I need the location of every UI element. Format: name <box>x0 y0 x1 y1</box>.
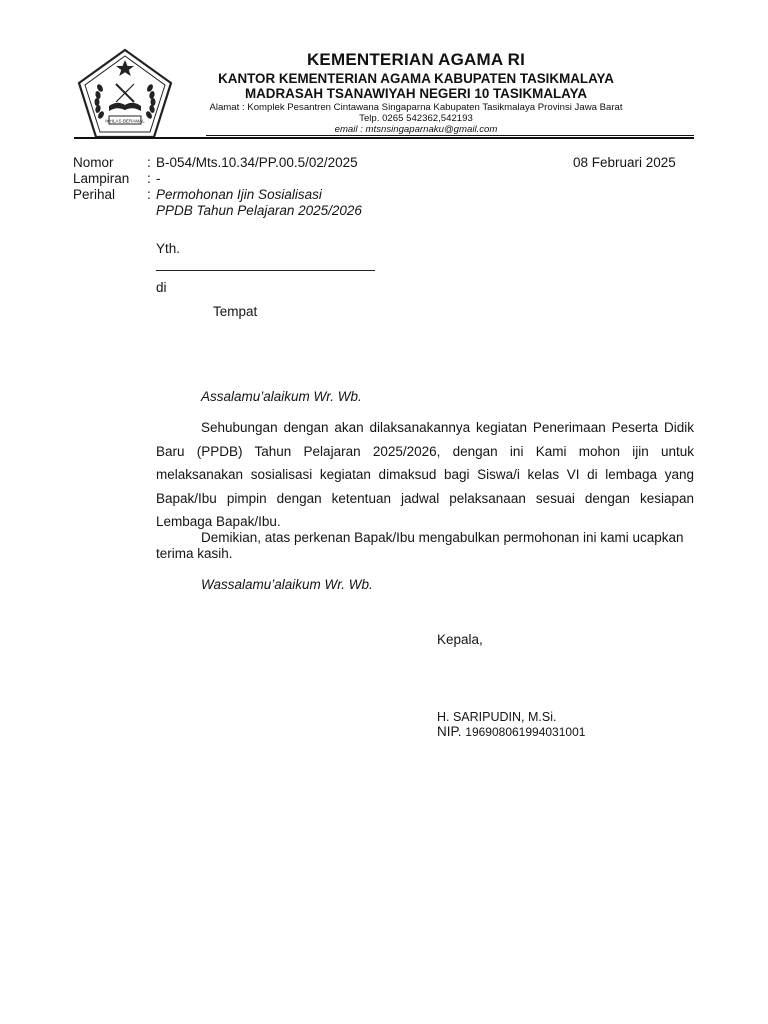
signature-title: Kepala, <box>437 632 483 647</box>
svg-text:IKHLAS BERAMAL: IKHLAS BERAMAL <box>105 118 145 124</box>
lampiran-label: Lampiran <box>73 171 130 186</box>
nip-label: NIP. <box>437 724 462 739</box>
letterhead-school: MADRASAH TSANAWIYAH NEGERI 10 TASIKMALAYA <box>244 86 587 101</box>
letterhead-address: Alamat : Komplek Pesantren Cintawana Singaparna Kabupaten Tasikmalaya Provinsi Jawa Barat <box>209 102 623 113</box>
nip-value: 196908061994031001 <box>465 725 586 739</box>
letterhead-divider <box>74 137 694 139</box>
perihal-colon: : <box>147 187 151 202</box>
nomor-value: B-054/Mts.10.34/PP.00.5/02/2025 <box>156 155 358 170</box>
recipient-tempat: Tempat <box>213 304 258 319</box>
body-paragraph-2: Demikian, atas perkenan Bapak/Ibu mengabulkan permohonan ini kami ucapkan terima kasih. <box>156 530 684 561</box>
signature-name: H. SARIPUDIN, M.Si. <box>437 710 557 724</box>
nomor-colon: : <box>147 155 151 170</box>
perihal-label: Perihal <box>73 187 116 202</box>
closing-greeting: Wassalamu’alaikum Wr. Wb. <box>201 577 373 592</box>
recipient-di: di <box>156 280 167 295</box>
perihal-value-line2: PPDB Tahun Pelajaran 2025/2026 <box>156 203 362 218</box>
letterhead-office: KANTOR KEMENTERIAN AGAMA KABUPATEN TASIKMALAYA <box>218 71 614 86</box>
letter-date: 08 Februari 2025 <box>573 155 676 170</box>
perihal-value-line1: Permohonan Ijin Sosialisasi <box>156 187 322 202</box>
letterhead-divider-thin <box>206 135 694 136</box>
body-paragraph-1: Sehubungan dengan akan dilaksanakannya kegiatan Penerimaan Peserta Didik Baru (PPDB) Tahun Pelajaran 2025/2026, dengan ini Kami mohon ijin untuk melaksanakan sosialisasi kegiatan dimaksud bagi Siswa/i kelas VI di lembaga yang Bapak/Ibu pimpin dengan ketentuan jadwal pelaksanaan sesuai dengan kesiapan Lembaga Bapak/Ibu. <box>156 420 694 530</box>
letterhead-ministry: KEMENTERIAN AGAMA RI <box>306 50 526 69</box>
signature-nip <box>437 724 585 740</box>
letterhead-email: email : mtsnsingaparnaku@gmail.com <box>334 124 498 135</box>
lampiran-colon: : <box>147 171 151 186</box>
greeting: Assalamu’alaikum Wr. Wb. <box>201 389 362 404</box>
nomor-label: Nomor <box>73 155 114 170</box>
recipient-yth: Yth. <box>156 241 181 256</box>
letterhead-phone: Telp. 0265 542362,542193 <box>359 113 473 124</box>
recipient-blank-line <box>156 270 375 271</box>
lampiran-value: - <box>156 171 161 186</box>
